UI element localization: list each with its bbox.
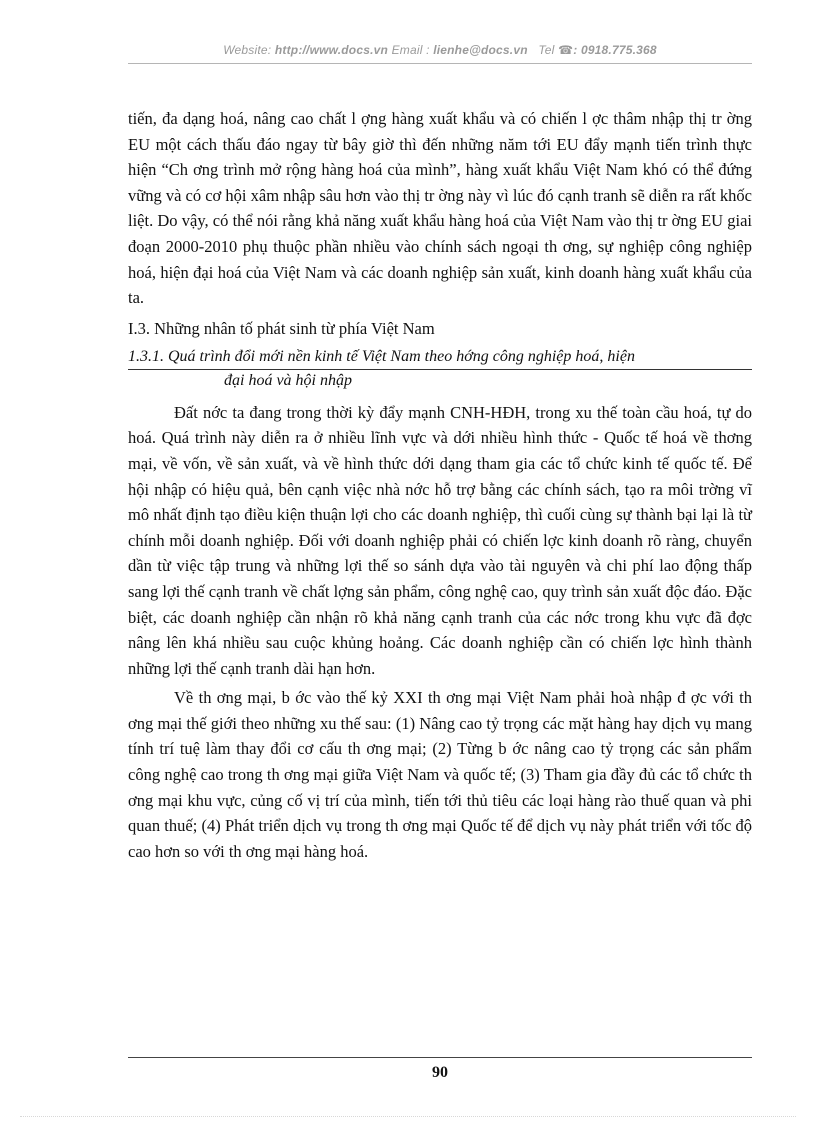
- paragraph-integration: Đất nớc ta đang trong thời kỳ đẩy mạnh CNH-HĐH, trong xu thế toàn cầu hoá, tự do hoá. Quá trình này diễn ra ở nhiều lĩnh vực và dới nhiều hình thức - Quốc tế hoá về thơng mại, về vốn, về sản xuất, và về hình thức dới dạng tham gia các tổ chức kinh tế quốc tế. Để hội nhập có hiệu quả, bên cạnh việc nhà nớc hỗ trợ bằng các chính sách, tạo ra môi trờng vĩ mô nhất định tạo điều kiện thuận lợi cho các doanh nghiệp, thì cuối cùng sự thành bại lại là từ chính mỗi doanh nghiệp. Đối với doanh nghiệp phải có chiến lợc kinh doanh rõ ràng, chuyển dần từ việc tập trung và những lợi thế so sánh dựa vào tài nguyên và chi phí lao động thấp sang lợi thế cạnh tranh về chất lợng sản phẩm, công nghệ cao, quy trình sản xuất độc đáo. Đặc biệt, các doanh nghiệp cần nhận rõ khả năng cạnh tranh của các nớc trong khu vực đã đợc nâng lên khá nhiều sau cuộc khủng hoảng. Các doanh nghiệp cần có chiến lợc hình thành những lợi thế cạnh tranh dài hạn hơn.: [128, 402, 752, 678]
- subsection-heading-1-3-1: 1.3.1. Quá trình đổi mới nền kinh tế Việt Nam theo hớng công nghiệp hoá, hiện: [128, 346, 752, 370]
- website-link[interactable]: http://www.docs.vn: [274, 43, 389, 57]
- paragraph-intro: tiến, đa dạng hoá, nâng cao chất l ợng hàng xuất khẩu và có chiến l ợc thâm nhập thị tr ờng EU một cách thấu đáo ngay từ bây giờ thì đến những năm tới EU đẩy mạnh tiến trình thực hiện “Ch ơng trình mở rộng hàng hoá của mình”, hàng xuất khẩu Việt Nam khó có thể đứng vững và có cơ hội xâm nhập sâu hơn vào thị tr ờng này vì lúc đó cạnh tranh sẽ diễn ra rất khốc liệt. Do vậy, có thể nói rằng khả năng xuất khẩu hàng hoá của Việt Nam vào thị tr ờng EU giai đoạn 2000-2010 phụ thuộc phần nhiều vào chính sách ngoại th ơng, sự nghiệp công nghiệp hoá, hiện đại hoá của Việt Nam và các doanh nghiệp sản xuất, kinh doanh hàng xuất khẩu của ta.: [128, 109, 752, 308]
- document-body: [128, 106, 752, 864]
- page-number: 90: [432, 1064, 448, 1081]
- tel-value: ☎: 0918.775.368: [558, 43, 657, 57]
- email-label: Email :: [391, 43, 430, 57]
- email-link[interactable]: lienhe@docs.vn: [433, 43, 528, 57]
- header-divider: [128, 63, 752, 64]
- subsection-heading-1-3-1-continued: đại hoá và hội nhập: [224, 371, 352, 389]
- page-header: [128, 43, 752, 57]
- footer-divider: [128, 1057, 752, 1058]
- paragraph-trade: Về th ơng mại, b ớc vào thế kỷ XXI th ơng mại Việt Nam phải hoà nhập đ ợc với th ơng mại thế giới theo những xu thế sau: (1) Nâng cao tỷ trọng các mặt hàng hay dịch vụ mang tính trí tuệ làm thay đổi cơ cấu th ơng mại; (2) Từng b ớc nâng cao tỷ trọng các sản phẩm công nghệ cao trong th ơng mại giữa Việt Nam và quốc tế; (3) Tham gia đầy đủ các tổ chức th ơng mại khu vực, củng cố vị trí của mình, tiến tới thủ tiêu các loại hàng rào thuế quan và phi quan thuế; (4) Phát triển dịch vụ trong th ơng mại Quốc tế để dịch vụ này phát triển với tốc độ cao hơn so với th ơng mại hàng hoá.: [128, 688, 752, 861]
- page-bottom-border: [20, 1116, 796, 1117]
- website-label: Website:: [223, 43, 272, 57]
- section-heading-1-3: I.3. Những nhân tố phát sinh từ phía Việt Nam: [128, 318, 435, 338]
- tel-label: Tel: [538, 43, 555, 57]
